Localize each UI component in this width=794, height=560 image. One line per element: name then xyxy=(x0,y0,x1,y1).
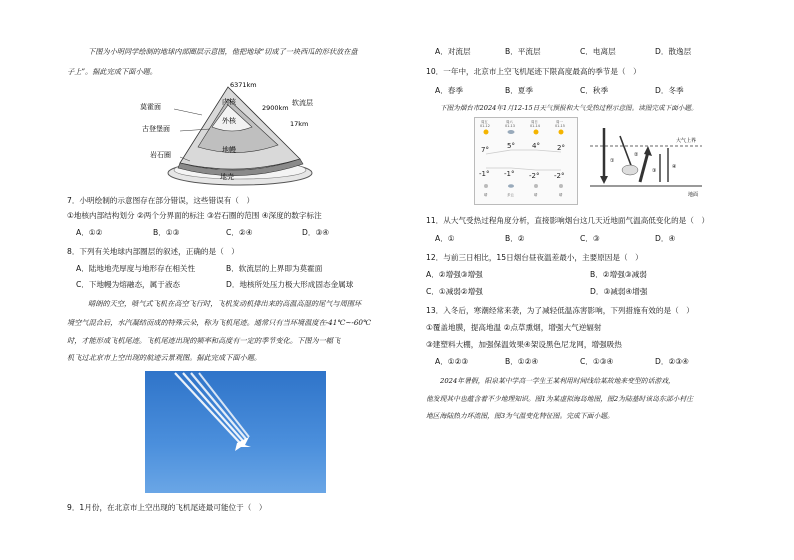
svg-text:周一: 周一 xyxy=(556,120,563,124)
label-17km: 17km xyxy=(290,120,309,128)
svg-text:01-15: 01-15 xyxy=(555,124,565,128)
svg-text:④: ④ xyxy=(672,164,677,170)
q12-option-b[interactable]: B．②增强③减弱 xyxy=(590,270,647,279)
label-6371km: 6371km xyxy=(230,81,257,89)
q12-stem: 12．与前三日相比，15日烟台昼夜温差最小，主要原因是（ ） xyxy=(426,253,643,262)
q10-stem: 10．一年中，北京市上空飞机尾迹下限高度最高的季节是（ ） xyxy=(426,67,641,76)
intro-text-line1: 下图为小明同学绘制的地球内部圈层示意图，他把地球“切成了一块西瓜的形状放在盘 xyxy=(88,47,358,56)
q13-option-a[interactable]: A．①②③ xyxy=(435,357,469,366)
label-inner-core: 内核 xyxy=(222,98,236,106)
svg-text:周六: 周六 xyxy=(506,120,513,124)
label-2900km: 2900km xyxy=(262,104,289,112)
forecast-low-day1: -1° xyxy=(479,170,490,178)
forecast-low-day4: -2° xyxy=(554,172,565,180)
q13-stem: 13．入冬后，寒潮经常来袭，为了减轻低温冻害影响，下列措施有效的是（ ） xyxy=(426,306,694,315)
svg-text:多云: 多云 xyxy=(507,193,514,197)
label-moho: 莫霍面 xyxy=(140,103,161,111)
label-mantle: 地幔 xyxy=(222,146,236,154)
q7-option-d[interactable]: D．③④ xyxy=(302,228,330,237)
forecast-low-day3: -2° xyxy=(529,172,540,180)
q9-option-a[interactable]: A．对流层 xyxy=(435,47,471,56)
q10-option-a[interactable]: A．春季 xyxy=(435,86,463,95)
q11-option-a[interactable]: A．① xyxy=(435,234,455,243)
island-text-line2: 他发现其中也蕴含着不少地理知识。图1为某虚拟海岛地图，图2为陆基时该岛东部小村庄 xyxy=(426,395,693,403)
q8-option-b[interactable]: B．软流层的上界即为莫霍面 xyxy=(226,264,323,273)
island-text-line3: 地区海陆热力环流图，图3为气温变化特征图。完成下面小题。 xyxy=(426,412,614,420)
q9-option-c[interactable]: C．电离层 xyxy=(580,47,616,56)
q7-items: ①地核内部结构划分 ②两个分界面的标注 ③岩石圈的范围 ④深度的数字标注 xyxy=(67,211,322,220)
q11-stem: 11．从大气受热过程角度分析，直接影响烟台这几天近地面气温高低变化的是（ ） xyxy=(426,216,710,225)
q13-option-c[interactable]: C．①③④ xyxy=(580,357,614,366)
forecast-high-day2: 5° xyxy=(507,142,515,150)
q8-option-c[interactable]: C．下地幔为熔融态，属于液态 xyxy=(76,280,181,289)
svg-text:01-13: 01-13 xyxy=(505,124,515,128)
svg-text:晴: 晴 xyxy=(534,193,538,197)
q11-option-b[interactable]: B．② xyxy=(505,234,525,243)
island-text-line1: 2024年暑假，阳泉某中学高一学生王某利用时间线给某故地来变型的话游戏， xyxy=(440,377,675,385)
contrail-photo xyxy=(145,371,326,493)
weather-forecast-panel xyxy=(474,117,578,205)
svg-text:01-12: 01-12 xyxy=(480,124,490,128)
intro-text-line2: 子上”。据此完成下面小题。 xyxy=(67,67,157,76)
q9-stem: 9．1月份，在北京市上空出现的飞机尾迹最可能位于（ ） xyxy=(67,503,267,512)
q8-stem: 8．下列有关地球内部圈层的叙述，正确的是（ ） xyxy=(67,247,239,256)
forecast-low-day2: -1° xyxy=(504,170,515,178)
svg-text:③: ③ xyxy=(652,168,657,174)
label-asthenosphere: 软流层 xyxy=(292,99,313,107)
contrail-text-line4: 机飞过北京市上空出现的航迹云景观图。据此完成下面小题。 xyxy=(67,353,262,362)
q13-items-line1: ①覆盖地膜，提高地温 ②点草熏烟，增强大气逆辐射 xyxy=(426,323,602,332)
q13-option-b[interactable]: B．①②④ xyxy=(505,357,539,366)
q7-option-c[interactable]: C．②④ xyxy=(226,228,253,237)
q11-option-d[interactable]: D．④ xyxy=(655,234,676,243)
contrail-text-line3: 时，才能形成飞机尾迹。飞机尾迹出现的频率和高度有一定的季节变化。下图为一幅飞 xyxy=(67,336,341,345)
earth-interior-diagram xyxy=(140,77,330,187)
q8-option-d[interactable]: D．地核所处压力极大形成固态金属球 xyxy=(226,280,354,289)
svg-text:①: ① xyxy=(610,158,615,164)
q7-stem: 7．小明绘制的示意图存在部分错误，这些错误有（ ） xyxy=(67,196,255,205)
svg-text:晴: 晴 xyxy=(559,193,563,197)
forecast-intro: 下图为烟台市2024年1月12-15日天气预报和大气受热过程示意图。读图完成下面小题。 xyxy=(440,104,698,112)
q9-option-d[interactable]: D．散逸层 xyxy=(655,47,692,56)
contrail-text-line2: 境空气混合后，水汽凝结而成的特殊云朵，称为飞机尾迹。通常只有当环境温度在-41℃~-60℃ xyxy=(67,318,372,327)
q7-option-a[interactable]: A．①② xyxy=(76,228,103,237)
label-gutenberg: 古登堡面 xyxy=(142,125,170,133)
q10-option-b[interactable]: B．夏季 xyxy=(505,86,533,95)
q13-option-d[interactable]: D．②③④ xyxy=(655,357,689,366)
label-ground: 地面 xyxy=(688,192,699,198)
forecast-high-day1: 7° xyxy=(481,146,489,154)
svg-text:01-14: 01-14 xyxy=(530,124,540,128)
svg-text:周五: 周五 xyxy=(481,120,488,124)
contrail-text-line1: 晴朗的天空，喷气式飞机在高空飞行时，飞机发动机排出来的高温高湿的尾气与周围环 xyxy=(88,299,362,308)
svg-text:②: ② xyxy=(634,152,639,158)
label-crust: 地壳 xyxy=(220,173,234,181)
svg-text:晴: 晴 xyxy=(484,193,488,197)
forecast-high-day3: 4° xyxy=(532,142,540,150)
q8-option-a[interactable]: A．陆地地壳厚度与地形存在相关性 xyxy=(76,264,196,273)
q12-option-a[interactable]: A．②增强③增强 xyxy=(426,270,483,279)
label-upper-atmosphere: 大气上界 xyxy=(676,138,697,144)
q9-option-b[interactable]: B．平流层 xyxy=(505,47,541,56)
label-outer-core: 外核 xyxy=(222,117,236,125)
forecast-high-day4: 2° xyxy=(557,144,565,152)
atmospheric-heating-diagram xyxy=(590,126,702,204)
q10-option-d[interactable]: D．冬季 xyxy=(655,86,684,95)
label-lithosphere: 岩石圈 xyxy=(150,151,171,159)
q13-items-line2: ③建塑料大棚，加强保温效果④架设黑色尼龙网，增强吸热 xyxy=(426,340,622,349)
q7-option-b[interactable]: B．①③ xyxy=(153,228,180,237)
svg-text:周日: 周日 xyxy=(531,120,538,124)
q12-option-c[interactable]: C．①减弱②增强 xyxy=(426,287,483,296)
q12-option-d[interactable]: D．③减弱④增强 xyxy=(590,287,648,296)
q10-option-c[interactable]: C．秋季 xyxy=(580,86,609,95)
q11-option-c[interactable]: C．③ xyxy=(580,234,600,243)
